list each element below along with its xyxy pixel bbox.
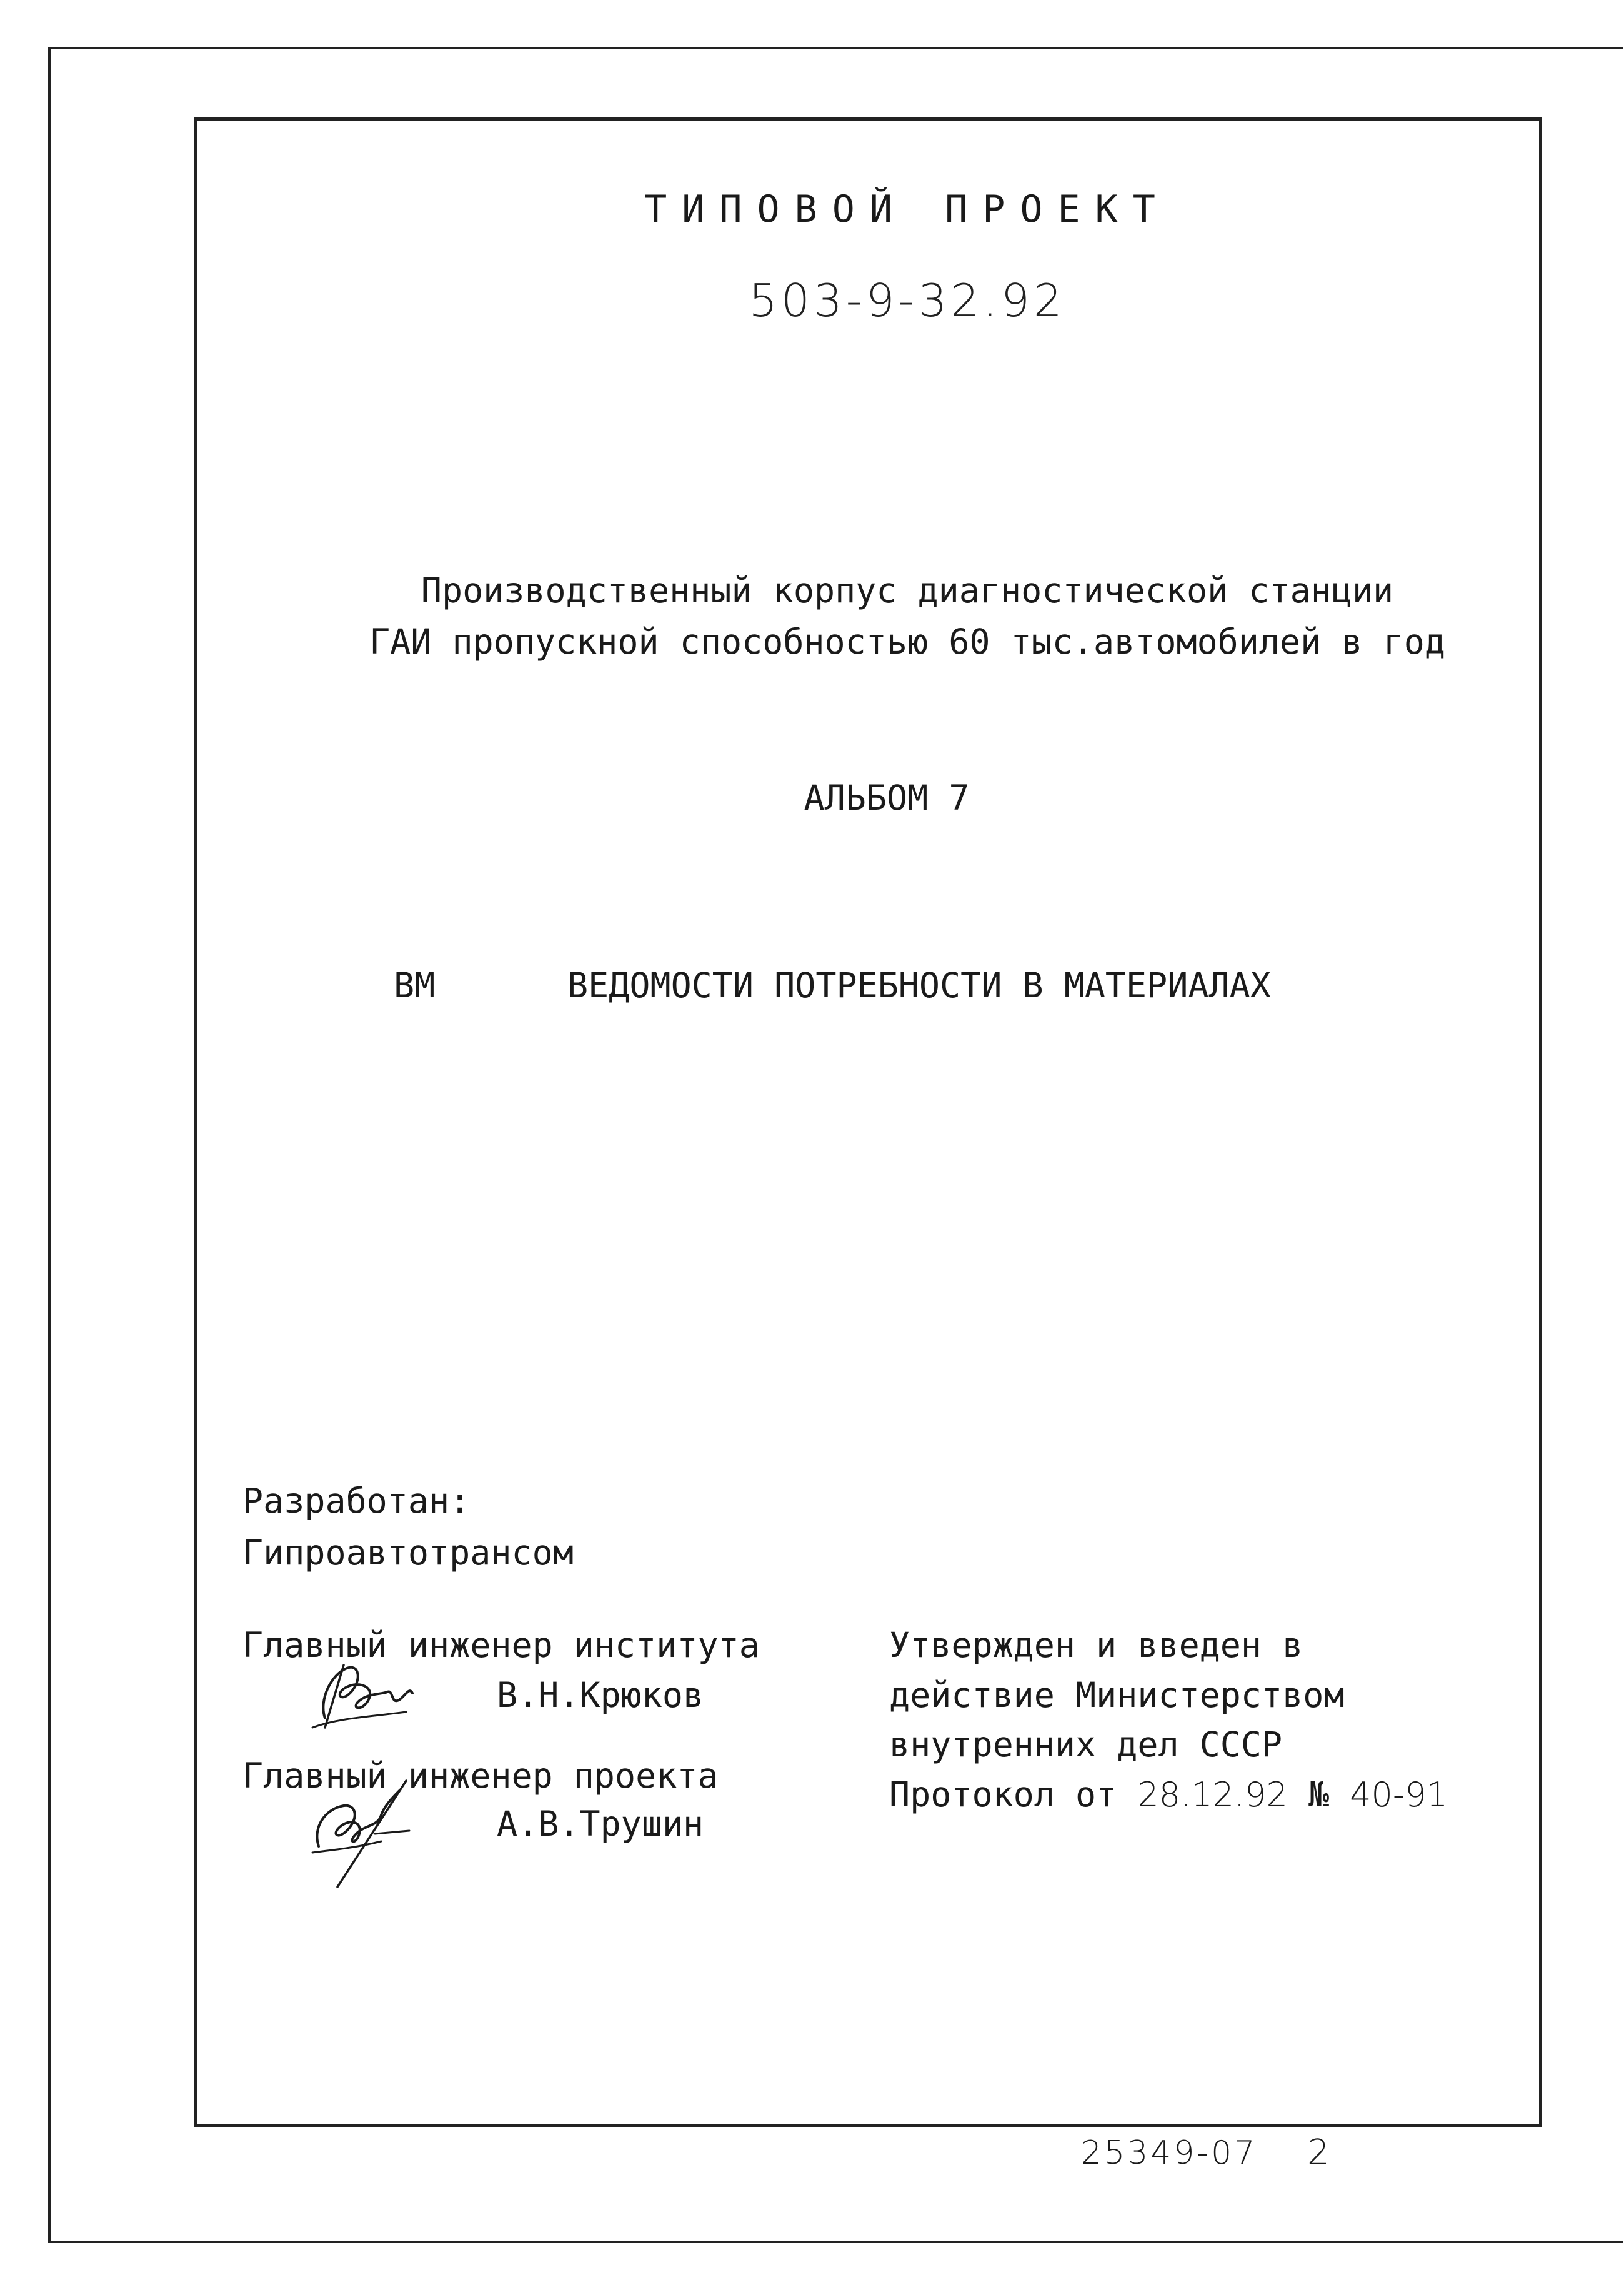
signatory-role-chief-engineer-project: Главный инженер проекта bbox=[242, 1756, 719, 1796]
approval-protocol bbox=[889, 1774, 1448, 1814]
developer-label: Разработан: bbox=[242, 1481, 471, 1521]
protocol-number-sign: № bbox=[1287, 1774, 1350, 1814]
approval-line-1: Утвержден и введен в bbox=[889, 1625, 1303, 1665]
protocol-number: 40-91 bbox=[1350, 1775, 1448, 1814]
developer-organization: Гипроавтотрансом bbox=[242, 1533, 574, 1573]
protocol-prefix: Протокол от bbox=[889, 1774, 1138, 1814]
section-code: ВМ bbox=[394, 965, 436, 1005]
approval-line-3: внутренних дел СССР bbox=[889, 1724, 1283, 1764]
page-number: 2 bbox=[1307, 2132, 1330, 2173]
signatory-name-1: В.Н.Крюков bbox=[497, 1675, 704, 1715]
album-number: АЛЬБОМ 7 bbox=[804, 778, 970, 818]
project-title-line-1: Производственный корпус диагностической станции bbox=[421, 570, 1394, 610]
signatory-name-2: А.В.Трушин bbox=[497, 1804, 704, 1844]
section-title: ВЕДОМОСТИ ПОТРЕБНОСТИ В МАТЕРИАЛАХ bbox=[567, 965, 1271, 1005]
project-title-line-2: ГАИ пропускной способностью 60 тыс.автомобилей в год bbox=[369, 622, 1445, 662]
signatory-role-chief-engineer-institute: Главный инженер института bbox=[242, 1625, 760, 1665]
approval-line-2: действие Министерством bbox=[889, 1675, 1345, 1715]
handwritten-signature bbox=[300, 1771, 444, 1896]
inventory-code: 25349-07 bbox=[1081, 2134, 1258, 2172]
protocol-date: 28.12.92 bbox=[1137, 1775, 1288, 1814]
handwritten-signature bbox=[300, 1649, 425, 1737]
document-number: 503-9-32.92 bbox=[749, 274, 1066, 327]
document-type: ТИПОВОЙ ПРОЕКТ bbox=[644, 187, 1170, 231]
